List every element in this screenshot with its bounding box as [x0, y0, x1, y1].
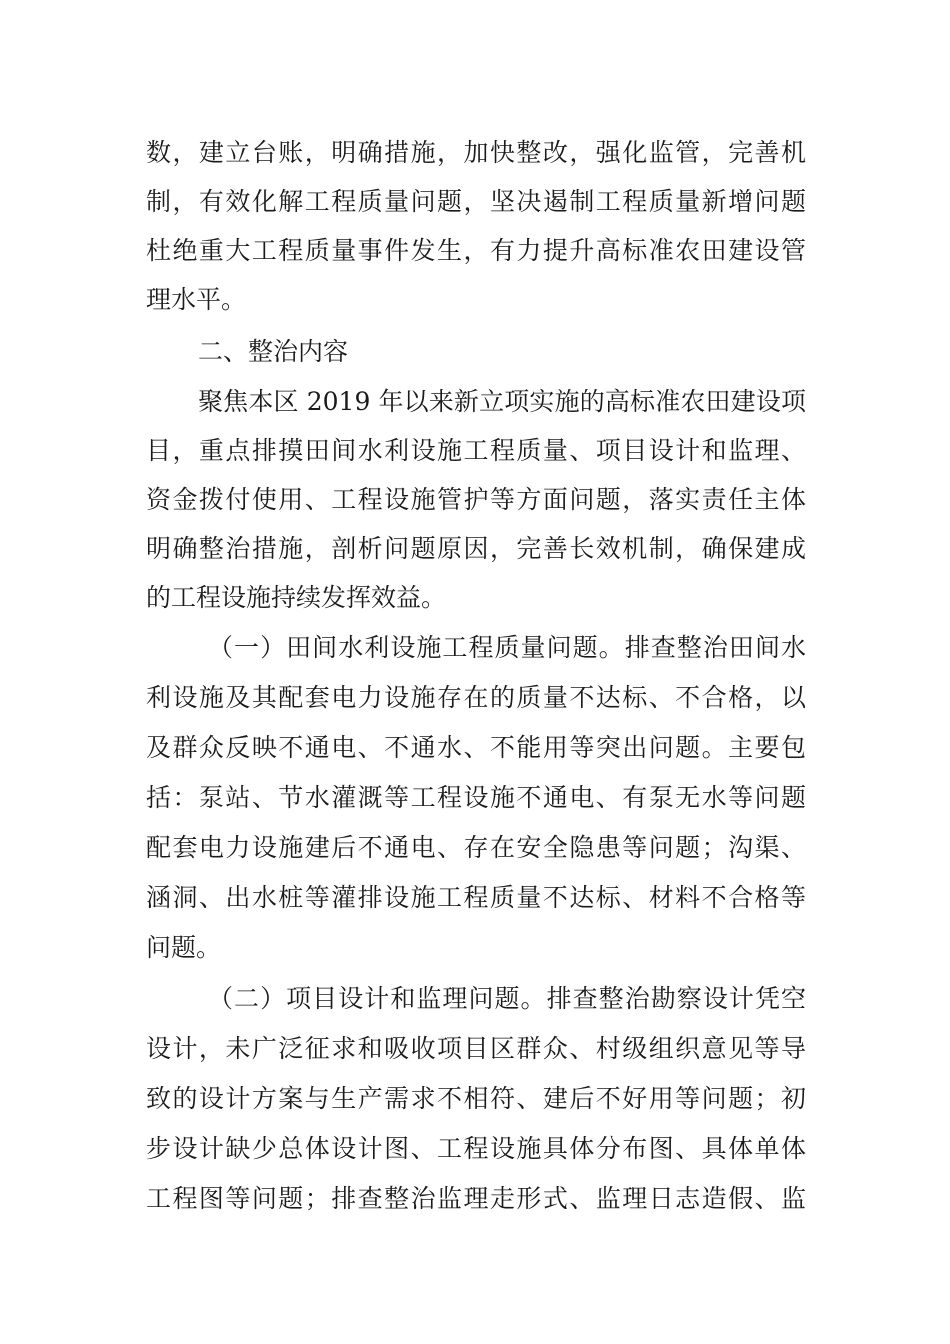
paragraph-line: 资金拨付使用、工程设施管护等方面问题，落实责任主体	[146, 485, 806, 514]
paragraph-line: 步设计缺少总体设计图、工程设施具体分布图、具体单体	[146, 1134, 806, 1163]
paragraph-line: 制，有效化解工程质量问题，坚决遏制工程质量新增问题	[146, 187, 806, 216]
paragraph-line: 括：泵站、节水灌溉等工程设施不通电、有泵无水等问题	[146, 783, 806, 812]
paragraph-line: 数，建立台账，明确措施，加快整改，强化监管，完善机	[146, 138, 806, 167]
paragraph-line: 涵洞、出水桩等灌排设施工程质量不达标、材料不合格等	[146, 883, 806, 912]
paragraph-line: 明确整治措施，剖析问题原因，完善长效机制，确保建成	[146, 534, 806, 563]
paragraph-line: 聚焦本区 2019 年以来新立项实施的高标准农田建设项	[198, 387, 806, 416]
paragraph-line: 利设施及其配套电力设施存在的质量不达标、不合格，以	[146, 683, 806, 712]
paragraph-line: 及群众反映不通电、不通水、不能用等突出问题。主要包	[146, 733, 806, 762]
subsection-line: （一）田间水利设施工程质量问题。排查整治田间水	[208, 633, 806, 662]
subsection-line: （二）项目设计和监理问题。排查整治勘察设计凭空	[208, 984, 806, 1013]
paragraph-line: 目，重点排摸田间水利设施工程质量、项目设计和监理、	[146, 436, 806, 465]
paragraph-line: 配套电力设施建后不通电、存在安全隐患等问题；沟渠、	[146, 833, 806, 862]
paragraph-line: 杜绝重大工程质量事件发生，有力提升高标准农田建设管	[146, 236, 806, 265]
section-heading: 二、整治内容	[198, 337, 349, 366]
paragraph-line: 工程图等问题；排查整治监理走形式、监理日志造假、监	[146, 1184, 806, 1213]
paragraph-line: 问题。	[146, 933, 222, 962]
paragraph-line: 的工程设施持续发挥效益。	[146, 583, 447, 612]
paragraph-line: 致的设计方案与生产需求不相符、建后不好用等问题；初	[146, 1084, 806, 1113]
paragraph-line: 理水平。	[146, 285, 247, 314]
paragraph-line: 设计，未广泛征求和吸收项目区群众、村级组织意见等导	[146, 1034, 806, 1063]
